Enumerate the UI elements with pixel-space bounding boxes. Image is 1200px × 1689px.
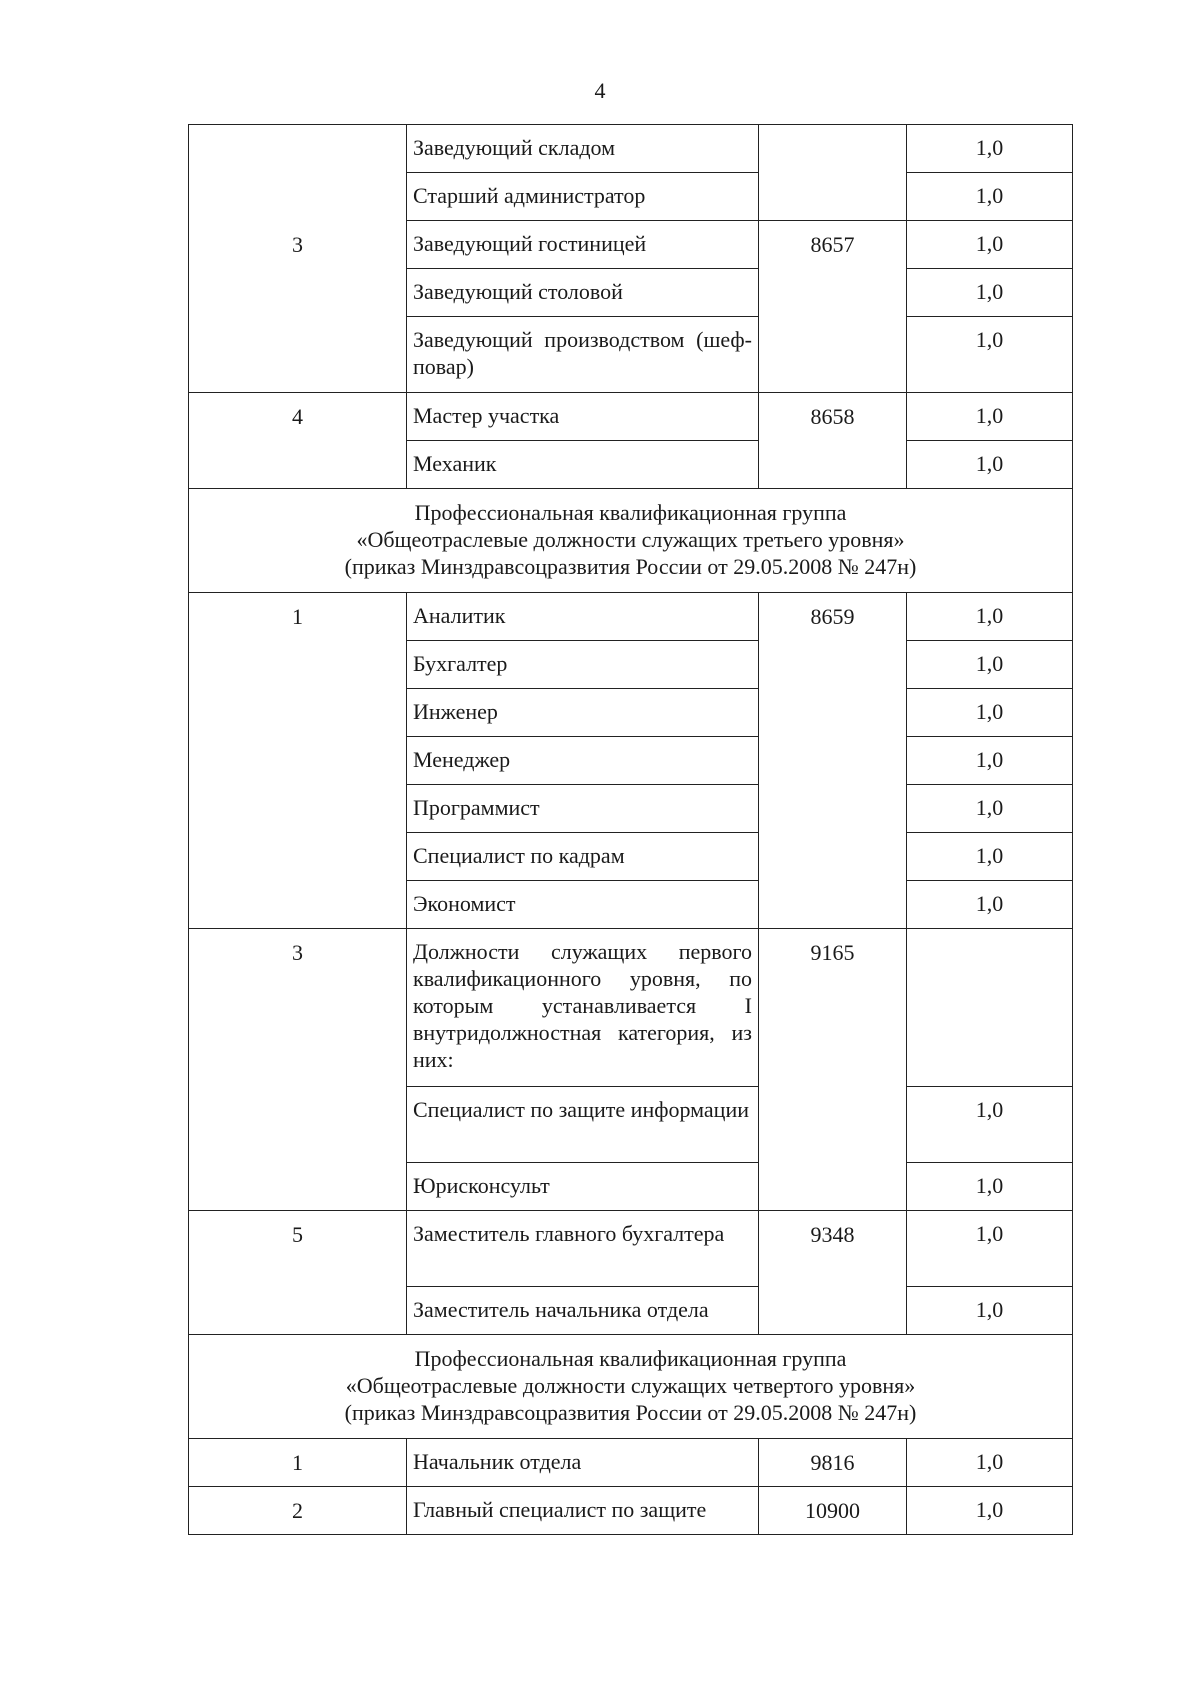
position-cell: Должности служащих первого квалификационного уровня, по которым устанавливается I внутридолжностная категория, из них:	[407, 929, 759, 1087]
position-cell: Механик	[407, 441, 759, 489]
code-cell	[759, 125, 907, 221]
code-cell: 9348	[759, 1211, 907, 1335]
code-cell: 8658	[759, 393, 907, 489]
coefficient-cell: 1,0	[907, 1287, 1073, 1335]
position-cell: Главный специалист по защите	[407, 1487, 759, 1535]
position-cell: Специалист по защите информации	[407, 1087, 759, 1163]
group-header	[189, 489, 1073, 593]
coefficient-cell: 1,0	[907, 317, 1073, 393]
coefficient-cell: 1,0	[907, 737, 1073, 785]
position-cell: Экономист	[407, 881, 759, 929]
group-order: (приказ Минздравсоцразвития России от 29.05.2008 № 247н)	[344, 554, 917, 579]
coefficient-cell: 1,0	[907, 833, 1073, 881]
code-cell: 9816	[759, 1439, 907, 1487]
code-cell: 8659	[759, 593, 907, 929]
code-cell: 8657	[759, 221, 907, 393]
group-title: Профессиональная квалификационная группа	[414, 500, 847, 525]
coefficient-cell: 1,0	[907, 641, 1073, 689]
position-cell: Начальник отдела	[407, 1439, 759, 1487]
position-cell: Юрисконсульт	[407, 1163, 759, 1211]
table-row	[189, 593, 1073, 641]
position-cell: Инженер	[407, 689, 759, 737]
group-header-row	[189, 489, 1073, 593]
table-row	[189, 393, 1073, 441]
position-cell: Мастер участка	[407, 393, 759, 441]
coefficient-cell: 1,0	[907, 1439, 1073, 1487]
group-header	[189, 1335, 1073, 1439]
position-cell: Старший администратор	[407, 173, 759, 221]
coefficient-cell: 1,0	[907, 1211, 1073, 1287]
position-cell: Заместитель главного бухгалтера	[407, 1211, 759, 1287]
positions-table	[188, 124, 1073, 1535]
coefficient-cell: 1,0	[907, 689, 1073, 737]
group-title: Профессиональная квалификационная группа	[414, 1346, 847, 1371]
coefficient-cell: 1,0	[907, 1087, 1073, 1163]
level-cell: 3	[189, 221, 407, 393]
coefficient-cell: 1,0	[907, 393, 1073, 441]
position-cell: Бухгалтер	[407, 641, 759, 689]
group-order: (приказ Минздравсоцразвития России от 29.05.2008 № 247н)	[344, 1400, 917, 1425]
table-row	[189, 125, 1073, 173]
level-cell: 1	[189, 593, 407, 929]
level-cell: 3	[189, 929, 407, 1211]
code-cell: 10900	[759, 1487, 907, 1535]
coefficient-cell: 1,0	[907, 269, 1073, 317]
position-cell: Менеджер	[407, 737, 759, 785]
group-name: «Общеотраслевые должности служащих третьего уровня»	[356, 527, 905, 552]
table-row	[189, 1211, 1073, 1287]
coefficient-cell: 1,0	[907, 173, 1073, 221]
coefficient-cell: 1,0	[907, 125, 1073, 173]
table-row	[189, 1487, 1073, 1535]
position-cell: Заместитель начальника отдела	[407, 1287, 759, 1335]
position-cell: Заведующий складом	[407, 125, 759, 173]
coefficient-cell: 1,0	[907, 441, 1073, 489]
group-header-row	[189, 1335, 1073, 1439]
level-cell: 4	[189, 393, 407, 489]
position-cell: Заведующий гостиницей	[407, 221, 759, 269]
table-row	[189, 221, 1073, 269]
coefficient-cell	[907, 929, 1073, 1087]
page-number: 4	[594, 78, 606, 103]
coefficient-cell: 1,0	[907, 785, 1073, 833]
table-row	[189, 1439, 1073, 1487]
group-name: «Общеотраслевые должности служащих четвертого уровня»	[345, 1373, 916, 1398]
level-cell: 2	[189, 1487, 407, 1535]
coefficient-cell: 1,0	[907, 593, 1073, 641]
coefficient-cell: 1,0	[907, 1487, 1073, 1535]
position-cell: Программист	[407, 785, 759, 833]
table-row	[189, 929, 1073, 1087]
level-cell: 5	[189, 1211, 407, 1335]
level-cell	[189, 125, 407, 221]
coefficient-cell: 1,0	[907, 1163, 1073, 1211]
position-cell: Аналитик	[407, 593, 759, 641]
position-cell: Заведующий столовой	[407, 269, 759, 317]
coefficient-cell: 1,0	[907, 881, 1073, 929]
code-cell: 9165	[759, 929, 907, 1211]
coefficient-cell: 1,0	[907, 221, 1073, 269]
position-cell: Специалист по кадрам	[407, 833, 759, 881]
position-cell: Заведующий производством (шеф-повар)	[407, 317, 759, 393]
level-cell: 1	[189, 1439, 407, 1487]
